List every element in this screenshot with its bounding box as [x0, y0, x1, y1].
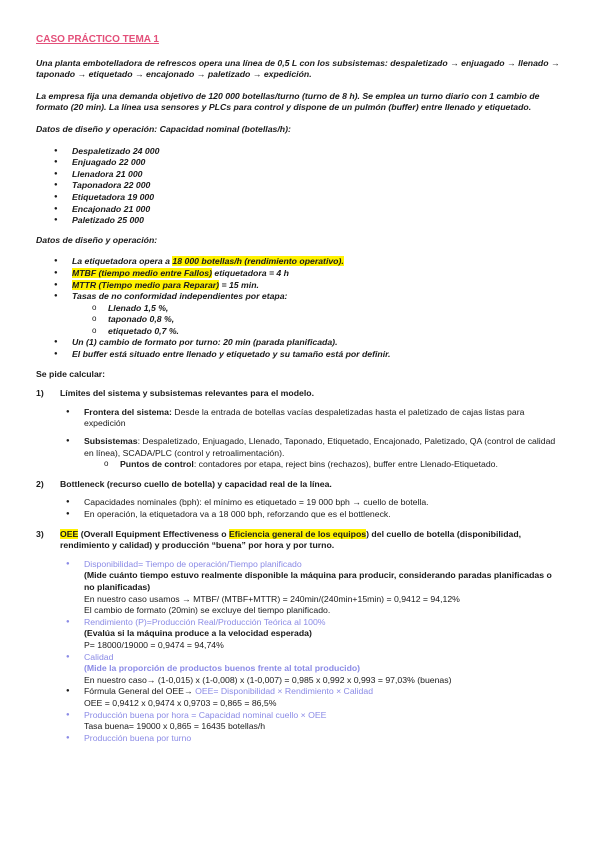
capacity-item: ● Taponadora 22 000 [36, 180, 563, 192]
control-points-list [84, 459, 563, 471]
good-per-hour-item: ● Producción buena por hora = Capacidad nominal cuello × OEE Tasa buena= 19000 x 0,865 = 16435 botellas/h [48, 710, 563, 733]
capacity-item: ● Etiquetadora 19 000 [36, 192, 563, 204]
question-1-title: 1) Límites del sistema y subsistemas relevantes para el modelo. [36, 388, 314, 399]
performance-item: ● Rendimiento (P)=Producción Real/Producción Teórica al 100% (Evalúa si la máquina produce a la velocidad esperada) P= 18000/19000 = 0,9474 = 94,74% [48, 617, 563, 652]
capacity-item: ● Paletizado 25 000 [36, 215, 563, 227]
document-page [36, 34, 563, 752]
question-3-list [48, 559, 563, 745]
operation-item: ● MTTR (Tiempo medio para Reparar) = 15 min. [36, 280, 563, 292]
intro-paragraph-1: Una planta embotelladora de refrescos opera una línea de 0,5 L con los subsistemas: despaletizado → enjuagado → llenado → taponado → etiquetado → encajonado → paletizado → expedición. [36, 57, 560, 80]
subsystems-item: ● Subsistemas: Despaletizado, Enjuagado, Llenado, Taponado, Etiquetado, Encajonado, Paletizado, QA (control de calidad en línea), SCADA/PLC (control y retroalimentación). o Puntos de control: contadores por etapa, reject bins (rechazos), buffer entre Llenado-Etiquetado. [48, 436, 563, 471]
document-title: CASO PRÁCTICO TEMA 1 [36, 34, 159, 45]
highlight: MTBF (tiempo medio entre Fallos) [72, 267, 212, 278]
control-points-item: o Puntos de control: contadores por etapa, reject bins (rechazos), buffer entre Llenado-Etiquetado. [84, 459, 563, 471]
operation-item: ● La etiquetadora opera a 18 000 botellas/h (rendimiento operativo). [36, 256, 563, 268]
nonconformity-item: o etiquetado 0,7 %. [72, 326, 563, 338]
intro-paragraph-2: La empresa fija una demanda objetivo de 120 000 botellas/turno (turno de 8 h). Se emplea un turno diario con 1 cambio de formato (20 min). La línea usa sensores y PLCs para control y dispone de un pulmón (buffer) entre llenado y etiquetado. [36, 90, 540, 113]
bottleneck-item: ● Capacidades nominales (bph): el mínimo es etiquetado = 19 000 bph → cuello de botella. [48, 497, 563, 509]
capacity-item: ● Enjuagado 22 000 [36, 157, 563, 169]
operation-item: ● Un (1) cambio de formato por turno: 20 min (parada planificada). [36, 337, 563, 349]
bottleneck-item: ● En operación, la etiquetadora va a 18 000 bph, reforzando que es el bottleneck. [48, 509, 563, 521]
capacity-item: ● Despaletizado 24 000 [36, 146, 563, 158]
design-heading-2: Datos de diseño y operación: [36, 234, 158, 245]
highlight: Eficiencia general de los equipos [229, 528, 367, 539]
operation-list [36, 256, 563, 360]
question-1-list [48, 407, 563, 471]
nonconformity-list [72, 303, 563, 338]
capacity-item: ● Llenadora 21 000 [36, 169, 563, 181]
highlight: 18 000 botellas/h (rendimiento operativo). [172, 256, 344, 267]
nonconformity-item: o taponado 0,8 %, [72, 314, 563, 326]
capacity-item: ● Encajonado 21 000 [36, 204, 563, 216]
oee-formula-item: ● Fórmula General del OEE→ OEE= Disponibilidad × Rendimiento × Calidad OEE = 0,9412 x 0,9474 x 0,9703 = 0,865 = 86,5% [48, 686, 563, 709]
question-3-title: 3) OEE (Overall Equipment Effectiveness o Eficiencia general de los equipos) del cuello de botella (disponibilidad, rendimiento y calidad) y producción “buena” por hora y por turno. [36, 528, 522, 551]
quality-item: ● Calidad (Mide la proporción de productos buenos frente al total producido) En nuestro caso→ (1-0,015) x (1-0,008) x (1-0,007) = 0,985 x 0,992 x 0,993 = 97,03% (buenas) [48, 652, 563, 687]
operation-item: ● Tasas de no conformidad independientes por etapa: o Llenado 1,5 %, o taponado 0,8 %, o etiquetado 0,7 %. [36, 291, 563, 337]
highlight: MTTR (Tiempo medio para Reparar) [72, 279, 220, 290]
nonconformity-item: o Llenado 1,5 %, [72, 303, 563, 315]
highlight: OEE [60, 528, 79, 539]
operation-item: ● MTBF (tiempo medio entre Fallos) etiquetadora = 4 h [36, 268, 563, 280]
system-boundary-item: ● Frontera del sistema: Desde la entrada de botellas vacías despaletizadas hasta el paletizado de cajas listas para expedición [48, 407, 563, 430]
good-per-shift-item: ● Producción buena por turno [48, 733, 563, 745]
question-2-list [48, 497, 563, 520]
asks-heading: Se pide calcular: [36, 368, 106, 379]
operation-item: ● El buffer está situado entre llenado y etiquetado y su tamaño está por definir. [36, 349, 563, 361]
capacity-list [36, 146, 563, 227]
design-heading-1: Datos de diseño y operación: Capacidad nominal (botellas/h): [36, 123, 291, 134]
question-2-title: 2) Bottleneck (recurso cuello de botella) y capacidad real de la línea. [36, 478, 332, 489]
availability-item: ● Disponibilidad= Tiempo de operación/Tiempo planificado (Mide cuánto tiempo estuvo realmente disponible la máquina para producir, considerando paradas planificadas o no planificadas) En nuestro caso usamos → MTBF/ (MTBF+MTTR) = 240min/(240min+15min) = 0,9412 = 94,12% El cambio de formato (20min) se excluye del tiempo planificado. [48, 559, 563, 617]
